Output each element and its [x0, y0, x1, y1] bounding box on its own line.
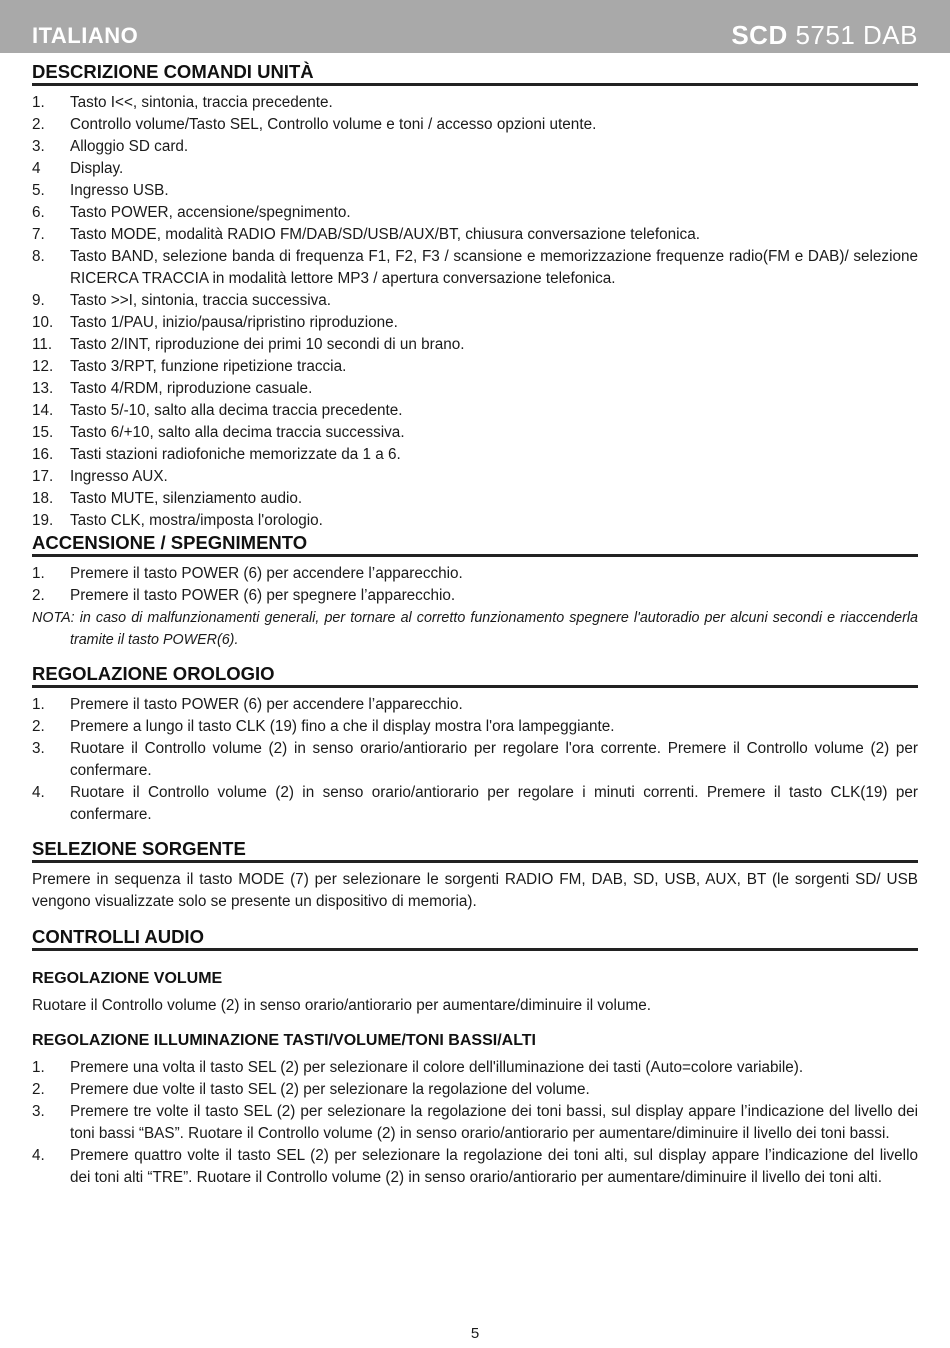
list-item-text: Tasti stazioni radiofoniche memorizzate da 1 a 6. — [70, 446, 401, 463]
list-item-text: Alloggio SD card. — [70, 138, 189, 155]
model-label — [731, 20, 918, 51]
list-item-number: 11. — [32, 336, 53, 353]
source-text: Premere in sequenza il tasto MODE (7) per selezionare le sorgenti RADIO FM, DAB, SD, USB, AUX, BT (le sorgenti SD/ USB vengono visualizzate solo se presente un dispositivo di memoria). — [32, 871, 918, 910]
list-item-number: 12. — [32, 358, 54, 375]
power-note: NOTA: in caso di malfunzionamenti generali, per tornare al corretto funzionamento spegnere l'autoradio per alcuni secondi e riaccenderla tramite il tasto POWER(6). — [32, 610, 918, 648]
section-title: REGOLAZIONE OROLOGIO — [32, 662, 918, 688]
list-item-number: 3. — [32, 740, 45, 757]
model-number: 5751 DAB — [795, 20, 918, 50]
volume-subtitle: REGOLAZIONE VOLUME — [32, 970, 223, 987]
list-item — [32, 92, 918, 114]
list-item-number: 2. — [32, 116, 45, 133]
list-item — [32, 180, 918, 202]
list-item-text: Premere tre volte il tasto SEL (2) per selezionare la regolazione dei toni bassi, sul display appare l’indicazione del livello dei toni bassi “BAS”. Ruotare il Controllo volume (2) in senso orario/antiorario per aumentare/diminuire il livello dei toni bassi. — [70, 1103, 918, 1142]
list-item-number: 3. — [32, 138, 45, 155]
list-item-text: Premere due volte il tasto SEL (2) per selezionare la regolazione del volume. — [70, 1081, 590, 1098]
list-item — [32, 1079, 918, 1101]
list-item — [32, 510, 918, 532]
list-item-text: Ruotare il Controllo volume (2) in senso orario/antiorario per regolare i minuti correnti. Premere il tasto CLK(19) per confermare. — [70, 784, 918, 823]
power-list — [32, 563, 918, 607]
list-item — [32, 202, 918, 224]
list-item-number: 1. — [32, 565, 45, 582]
list-item-number: 14. — [32, 402, 54, 419]
list-item-number: 1. — [32, 1059, 45, 1076]
list-item-number: 4. — [32, 784, 45, 801]
list-item — [32, 738, 918, 782]
list-item-number: 16. — [32, 446, 54, 463]
list-item-text: Tasto >>I, sintonia, traccia successiva. — [70, 292, 332, 309]
section-title: SELEZIONE SORGENTE — [32, 837, 918, 863]
list-item — [32, 136, 918, 158]
list-item — [32, 422, 918, 444]
list-item-text: Premere il tasto POWER (6) per spegnere l’apparecchio. — [70, 587, 456, 604]
list-item-number: 2. — [32, 587, 45, 604]
section-clock — [32, 662, 918, 837]
section-audio — [32, 925, 918, 1189]
list-item — [32, 356, 918, 378]
list-item — [32, 400, 918, 422]
list-item-number: 1. — [32, 94, 45, 111]
section-title: DESCRIZIONE COMANDI UNITÀ — [32, 60, 918, 86]
list-item-number: 5. — [32, 182, 45, 199]
section-source — [32, 837, 918, 925]
tone-subtitle: REGOLAZIONE ILLUMINAZIONE TASTI/VOLUME/TONI BASSI/ALTI — [32, 1032, 536, 1049]
list-item — [32, 716, 918, 738]
list-item — [32, 246, 918, 290]
list-item-text: Display. — [70, 160, 124, 177]
list-item-number: 2. — [32, 718, 45, 735]
list-item — [32, 444, 918, 466]
list-item-text: Premere il tasto POWER (6) per accendere l’apparecchio. — [70, 565, 463, 582]
list-item-text: Ruotare il Controllo volume (2) in senso orario/antiorario per regolare l'ora corrente. Premere il Controllo volume (2) per confermare. — [70, 740, 918, 779]
list-item-number: 8. — [32, 248, 45, 265]
list-item-number: 18. — [32, 490, 54, 507]
list-item-number: 19. — [32, 512, 54, 529]
list-item — [32, 1101, 918, 1145]
list-item — [32, 488, 918, 510]
list-item-text: Ingresso AUX. — [70, 468, 168, 485]
list-item-number: 9. — [32, 292, 45, 309]
clock-list — [32, 694, 918, 826]
list-item — [32, 114, 918, 136]
list-item-number: 1. — [32, 696, 45, 713]
list-item-text: Premere il tasto POWER (6) per accendere l’apparecchio. — [70, 696, 463, 713]
list-item-text: Tasto 2/INT, riproduzione dei primi 10 secondi di un brano. — [70, 336, 465, 353]
list-item-text: Premere quattro volte il tasto SEL (2) per selezionare la regolazione dei toni alti, sul display appare l’indicazione del livello dei toni alti “TRE”. Ruotare il Controllo volume (2) in senso orario/antiorario per aumentare/diminuire il livello dei toni alti. — [70, 1147, 918, 1186]
list-item-number: 4. — [32, 1147, 45, 1164]
section-title: CONTROLLI AUDIO — [32, 925, 918, 951]
page-header — [0, 0, 950, 53]
list-item-text: Tasto MODE, modalità RADIO FM/DAB/SD/USB/AUX/BT, chiusura conversazione telefonica. — [70, 226, 700, 243]
list-item — [32, 224, 918, 246]
list-item-number: 4 — [32, 160, 41, 177]
list-item-text: Premere una volta il tasto SEL (2) per selezionare il colore dell'illuminazione dei tasti (Auto=colore variabile). — [70, 1059, 804, 1076]
commands-list — [32, 92, 918, 532]
section-title: ACCENSIONE / SPEGNIMENTO — [32, 531, 918, 557]
list-item-text: Tasto I<<, sintonia, traccia precedente. — [70, 94, 333, 111]
list-item — [32, 782, 918, 826]
list-item — [32, 694, 918, 716]
list-item-text: Tasto 5/-10, salto alla decima traccia precedente. — [70, 402, 403, 419]
section-power — [32, 531, 918, 662]
list-item — [32, 1057, 918, 1079]
list-item-text: Tasto 3/RPT, funzione ripetizione traccia. — [70, 358, 347, 375]
model-brand: SCD — [731, 20, 788, 50]
list-item-text: Tasto 1/PAU, inizio/pausa/ripristino riproduzione. — [70, 314, 398, 331]
list-item-text: Controllo volume/Tasto SEL, Controllo volume e toni / accesso opzioni utente. — [70, 116, 597, 133]
list-item-text: Tasto CLK, mostra/imposta l'orologio. — [70, 512, 323, 529]
list-item-number: 15. — [32, 424, 54, 441]
list-item-text: Tasto MUTE, silenziamento audio. — [70, 490, 303, 507]
list-item-text: Tasto 4/RDM, riproduzione casuale. — [70, 380, 313, 397]
list-item-number: 7. — [32, 226, 45, 243]
list-item — [32, 378, 918, 400]
page-number: 5 — [470, 1325, 480, 1342]
list-item — [32, 312, 918, 334]
list-item-text: Ingresso USB. — [70, 182, 169, 199]
list-item — [32, 1145, 918, 1189]
list-item-number: 3. — [32, 1103, 45, 1120]
list-item-text: Tasto BAND, selezione banda di frequenza F1, F2, F3 / scansione e memorizzazione frequenze radio(FM e DAB)/ selezione RICERCA TRACCIA in modalità lettore MP3 / apertura conversazione telefonica. — [70, 248, 918, 287]
list-item-text: Tasto POWER, accensione/spegnimento. — [70, 204, 351, 221]
list-item-number: 2. — [32, 1081, 45, 1098]
list-item — [32, 563, 918, 585]
list-item-number: 6. — [32, 204, 45, 221]
list-item — [32, 585, 918, 607]
list-item-number: 17. — [32, 468, 54, 485]
tone-list — [32, 1057, 918, 1189]
page-content — [32, 60, 918, 1189]
list-item — [32, 334, 918, 356]
volume-text: Ruotare il Controllo volume (2) in senso orario/antiorario per aumentare/diminuire il volume. — [32, 997, 651, 1014]
list-item-text: Tasto 6/+10, salto alla decima traccia successiva. — [70, 424, 405, 441]
list-item — [32, 466, 918, 488]
language-label: ITALIANO — [32, 23, 139, 48]
list-item-text: Premere a lungo il tasto CLK (19) fino a che il display mostra l'ora lampeggiante. — [70, 718, 615, 735]
list-item — [32, 290, 918, 312]
list-item-number: 13. — [32, 380, 54, 397]
list-item — [32, 158, 918, 180]
section-commands — [32, 60, 918, 531]
list-item-number: 10. — [32, 314, 54, 331]
